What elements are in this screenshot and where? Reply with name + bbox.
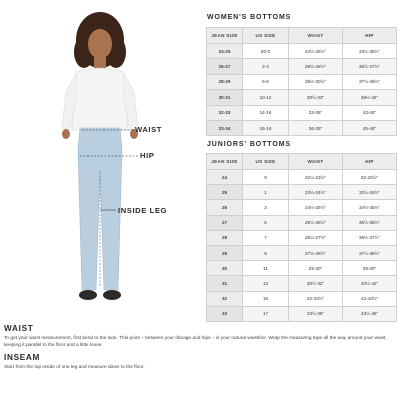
cell-us-size: 7 xyxy=(243,230,289,245)
cell-jean-size: 30-31 xyxy=(207,90,243,105)
cell-waist: 27½-28½" xyxy=(289,245,343,260)
cell-us-size: 16-18 xyxy=(243,120,289,135)
table-row xyxy=(207,105,397,120)
cell-us-size: 14-16 xyxy=(243,105,289,120)
cell-us-size: 0 xyxy=(243,170,289,185)
cell-jean-size: 33-34 xyxy=(207,120,243,135)
model-photo xyxy=(0,0,200,318)
cell-waist: 33-36" xyxy=(289,105,343,120)
cell-jean-size: 28 xyxy=(207,230,243,245)
cell-hip: 45-48" xyxy=(343,120,397,135)
header-hip: HIP xyxy=(343,28,397,44)
cell-jean-size: 26-27 xyxy=(207,59,243,74)
cell-waist: 24½-25½" xyxy=(289,200,343,215)
cell-us-size: 6-8 xyxy=(243,74,289,89)
cell-jean-size: 30 xyxy=(207,261,243,276)
cell-jean-size: 32-33 xyxy=(207,105,243,120)
cell-jean-size: 29 xyxy=(207,245,243,260)
cell-jean-size: 28-29 xyxy=(207,74,243,89)
header-us-size: US SIZE xyxy=(243,28,289,44)
table-row xyxy=(207,230,397,245)
cell-waist: 25½-26½" xyxy=(289,215,343,230)
measuring-instructions xyxy=(4,324,396,375)
inseam-instructions: Start from the top inside of one leg and measure down to the floor. xyxy=(4,365,145,370)
cell-us-size: 1 xyxy=(243,185,289,200)
cell-us-size: 17 xyxy=(243,306,289,321)
cell-hip: 39-40" xyxy=(343,261,397,276)
cell-waist: 29-30" xyxy=(289,261,343,276)
header-waist: WAIST xyxy=(289,154,343,170)
inseam-heading: INSEAM xyxy=(4,353,41,362)
cell-waist: 30½-32" xyxy=(289,276,343,291)
cell-waist: 32-33½" xyxy=(289,291,343,306)
cell-us-size: 3 xyxy=(243,200,289,215)
header-us-size: US SIZE xyxy=(243,154,289,170)
cell-waist: 36-39" xyxy=(289,120,343,135)
model-shoe-right xyxy=(103,290,121,300)
header-jean-size: JEAN SIZE xyxy=(207,154,243,170)
cell-us-size: 10-12 xyxy=(243,90,289,105)
cell-us-size: 15 xyxy=(243,291,289,306)
cell-hip: 33½-34½" xyxy=(343,185,397,200)
table-row xyxy=(207,261,397,276)
cell-jean-size: 31 xyxy=(207,276,243,291)
table-row xyxy=(207,74,397,89)
cell-us-size: 11 xyxy=(243,261,289,276)
cell-jean-size: 26 xyxy=(207,200,243,215)
table-row xyxy=(207,200,397,215)
cell-hip: 36½-37½" xyxy=(343,230,397,245)
cell-waist: 22½-23½" xyxy=(289,170,343,185)
table-row xyxy=(207,90,397,105)
model-shoe-left xyxy=(79,290,97,300)
womens-size-table xyxy=(206,27,397,136)
waist-heading: WAIST xyxy=(4,324,34,333)
cell-waist: 33½-35" xyxy=(289,306,343,321)
table-row xyxy=(207,185,397,200)
table-row xyxy=(207,59,397,74)
cell-us-size: 9 xyxy=(243,245,289,260)
cell-hip: 35½-36½" xyxy=(343,215,397,230)
cell-jean-size: 24-25 xyxy=(207,44,243,59)
cell-waist: 30½-33" xyxy=(289,90,343,105)
cell-hip: 34½-35½" xyxy=(343,200,397,215)
cell-hip: 42-43½" xyxy=(343,291,397,306)
cell-hip: 39½-42" xyxy=(343,90,397,105)
cell-us-size: 00-0 xyxy=(243,44,289,59)
cell-waist: 24½-26½" xyxy=(289,44,343,59)
table-row xyxy=(207,120,397,135)
cell-hip: 33½-35½" xyxy=(343,44,397,59)
cell-hip: 32-33½" xyxy=(343,170,397,185)
table-row xyxy=(207,215,397,230)
cell-jean-size: 25 xyxy=(207,185,243,200)
cell-hip: 43½-45" xyxy=(343,306,397,321)
cell-hip: 40½-42" xyxy=(343,276,397,291)
header-jean-size: JEAN SIZE xyxy=(207,28,243,44)
hip-label: HIP xyxy=(140,151,155,160)
cell-waist: 28½-30½" xyxy=(289,74,343,89)
womens-bottoms-title: WOMEN'S BOTTOMS xyxy=(207,14,292,21)
juniors-bottoms-title: JUNIORS' BOTTOMS xyxy=(207,141,291,148)
table-row xyxy=(207,245,397,260)
cell-us-size: 5 xyxy=(243,215,289,230)
cell-hip: 37½-39½" xyxy=(343,74,397,89)
table-row xyxy=(207,44,397,59)
header-hip: HIP xyxy=(343,154,397,170)
cell-waist: 26½-28½" xyxy=(289,59,343,74)
table-row xyxy=(207,291,397,306)
juniors-size-table xyxy=(206,153,397,322)
cell-us-size: 13 xyxy=(243,276,289,291)
cell-hip: 37½-38½" xyxy=(343,245,397,260)
cell-waist: 26½-27½" xyxy=(289,230,343,245)
table-header-row xyxy=(207,154,397,170)
cell-jean-size: 24 xyxy=(207,170,243,185)
table-row xyxy=(207,276,397,291)
waist-label: WAIST xyxy=(135,125,163,134)
cell-hip: 35½-37½" xyxy=(343,59,397,74)
model-shirt xyxy=(72,68,128,130)
table-header-row xyxy=(207,28,397,44)
cell-waist: 23½-24½" xyxy=(289,185,343,200)
inside-leg-label: INSIDE LEG xyxy=(118,206,168,215)
table-row xyxy=(207,306,397,321)
table-row xyxy=(207,170,397,185)
header-waist: WAIST xyxy=(289,28,343,44)
model-face xyxy=(88,29,112,59)
cell-jean-size: 27 xyxy=(207,215,243,230)
cell-hip: 42-45" xyxy=(343,105,397,120)
cell-jean-size: 32 xyxy=(207,291,243,306)
waist-instructions: To get your waist measurement, first bend to the side. This point – between your ribcage and hips – is your natural waistline. Wrap the measuring tape all the way around your waist, keeping it parallel to the floor and a little loose. xyxy=(4,336,387,348)
cell-us-size: 2-4 xyxy=(243,59,289,74)
cell-jean-size: 33 xyxy=(207,306,243,321)
